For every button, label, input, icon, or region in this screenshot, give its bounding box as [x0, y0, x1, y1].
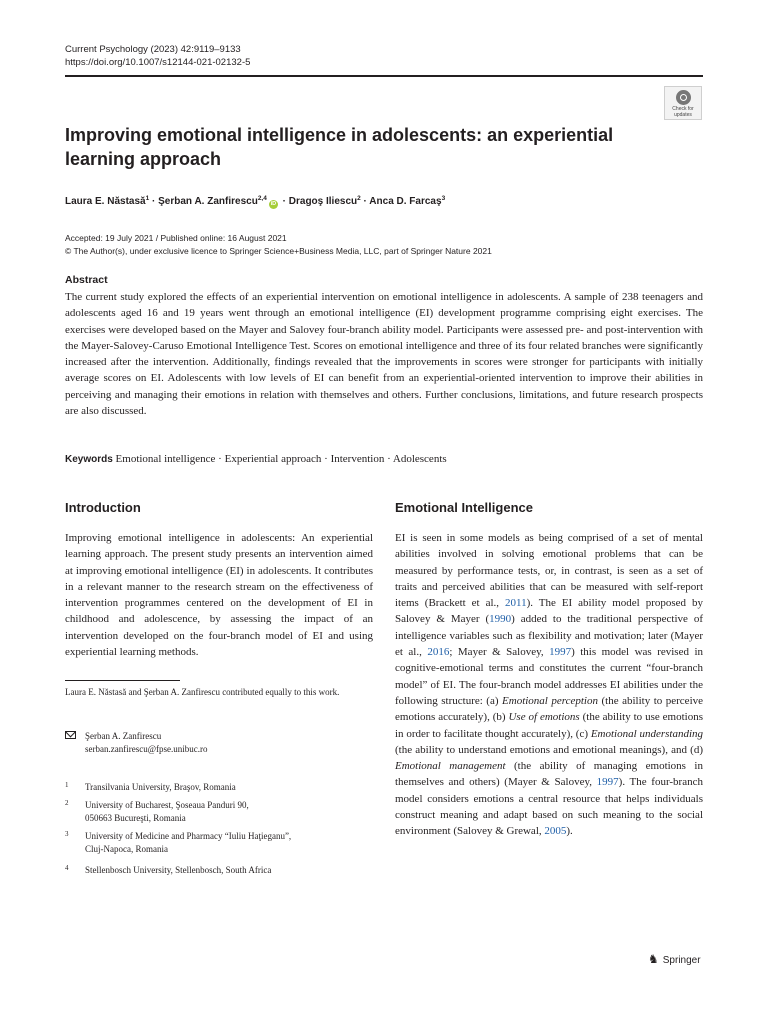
- citation-link[interactable]: 2016: [427, 646, 450, 659]
- author-separator: ·: [152, 196, 156, 207]
- author-name[interactable]: Şerban A. Zanfirescu: [158, 196, 258, 207]
- author-name[interactable]: Anca D. Farcaş: [369, 196, 442, 207]
- emotional-intelligence-text: EI is seen in some models as being comprised of a set of mental abilities involved in solving emotional problems that can be measured by performance tests, or, in contrast, is seen as a set of traits and perceived abilities that can be measured with self-report items (Brackett et al., 2011). The EI ability model proposed by Salovey & Mayer (1990) added to the traditional perspective of intelligence variables such as flexibility and motivation; later (Mayer et al., 2016; Mayer & Salovey, 1997) this model was revised in cognitive-emotional terms and constitutes the current “four-branch model” of EI. The four-branch model addresses EI abilities under the following structure: (a) Emotional perception (the ability to perceive emotions accurately), (b) Use of emotions (the ability to use emotions in order to facilitate thought accurately), (c) Emotional understanding (the ability to understand emotions and emotional meanings), and (d) Emotional management (the ability of managing emotions in themselves and others) (Mayer & Salovey, 1997). The four-branch model considers emotions a central resource that helps individuals construct meaning and adapt based on such meaning to the social environment (Salovey & Grewal, 2005).: [395, 532, 704, 838]
- abstract-heading: Abstract: [65, 274, 108, 286]
- accepted-published-dates: Accepted: 19 July 2021 / Published online: 16 August 2021: [65, 233, 287, 243]
- author-list: [65, 192, 445, 209]
- keywords-label: Keywords: [65, 454, 113, 465]
- term-emotional-perception: Emotional perception: [502, 694, 598, 707]
- term-use-of-emotions: Use of emotions: [508, 711, 580, 724]
- contact-email[interactable]: serban.zanfirescu@fpse.unibuc.ro: [85, 744, 208, 754]
- citation-link[interactable]: 1990: [489, 613, 512, 626]
- envelope-icon: [65, 731, 76, 739]
- affiliation-line: University of Bucharest, Şoseaua Panduri 90,: [85, 800, 249, 810]
- publisher-logo: [648, 952, 701, 966]
- check-updates-label: Check for updates: [672, 106, 694, 118]
- affiliation-line: Cluj-Napoca, Romania: [85, 844, 168, 854]
- check-for-updates-badge[interactable]: [664, 86, 702, 120]
- author-affiliation-ref: 2: [357, 195, 361, 202]
- affiliation-number: 3: [65, 830, 69, 838]
- citation-link[interactable]: 1997: [596, 776, 619, 789]
- affiliation-number: 1: [65, 781, 69, 789]
- author-name[interactable]: Dragoş Iliescu: [288, 196, 358, 207]
- springer-horse-icon: ♞: [648, 952, 659, 966]
- journal-citation: Current Psychology (2023) 42:9119–9133: [65, 44, 241, 55]
- doi-link[interactable]: https://doi.org/10.1007/s12144-021-02132-5: [65, 57, 251, 68]
- affiliation-line: University of Medicine and Pharmacy “Iuliu Haţieganu”,: [85, 831, 292, 841]
- term-emotional-understanding: Emotional understanding: [590, 727, 703, 740]
- keywords: [65, 452, 447, 467]
- footnote-rule: [65, 680, 180, 681]
- journal-header: [65, 43, 250, 69]
- keywords-list: Emotional intelligence · Experiential approach · Intervention · Adolescents: [115, 453, 447, 465]
- term-emotional-management: Emotional management: [395, 760, 506, 773]
- affiliation-number: 4: [65, 864, 69, 872]
- abstract-text: The current study explored the effects of an experiential intervention on emotional intelligence in adolescents. A sample of 238 teenagers and adolescents aged 16 and 19 years went through an emotional intelligence (EI) development programme comprising eight exercises. The exercises were developed based on the Mayer and Salovey four-branch ability model. Participants were assessed pre- and post-intervention with the Mayer-Salovey-Caruso Emotional Intelligence Test. Scores on emotional intelligence and three of its four related branches were significantly increased after the intervention. Additionally, findings revealed that the improvements in scores were stronger for participants with initially average scores on EI. Adolescents with low levels of EI can benefit from an experiential-oriented intervention to improve their abilities in perceiving and managing their emotions in relation with themselves and others. Further conclusions, limitations, and future research prospects are also discussed.: [65, 291, 703, 418]
- affiliation-line: Stellenbosch University, Stellenbosch, South Africa: [85, 865, 272, 875]
- publication-dates: [65, 232, 492, 258]
- author-affiliation-ref: 3: [441, 195, 446, 202]
- citation-link[interactable]: 2011: [504, 597, 527, 610]
- author-affiliation-ref: 2,4: [257, 195, 267, 202]
- author-separator: ·: [363, 196, 367, 207]
- introduction-text: Improving emotional intelligence in adolescents: An experiential learning approach. The present study presents an intervention aimed at improving emotional intelligence (EI) in adolescents. It contributes in a relevant manner to the research stream on the effectiveness of intervention programmes centered on the development of EI in childhood and adolescence, by assessing the impact of an intervention developed on the four-branch model of EI and using experiential learning methods.: [65, 532, 373, 659]
- citation-link[interactable]: 1997: [549, 646, 572, 659]
- article-title: Improving emotional intelligence in adolescents: an experiential learning approach: [65, 125, 614, 169]
- author-affiliation-ref: 1: [145, 195, 150, 202]
- emotional-intelligence-heading: Emotional Intelligence: [395, 500, 533, 515]
- header-rule: [65, 75, 703, 77]
- equal-contribution-note: Laura E. Năstasă and Şerban A. Zanfirescu contributed equally to this work.: [65, 687, 340, 697]
- introduction-heading: Introduction: [65, 500, 141, 515]
- check-updates-icon: [676, 90, 691, 105]
- publisher-name: Springer: [662, 955, 701, 966]
- author-name[interactable]: Laura E. Năstasă: [65, 196, 146, 207]
- affiliation-line: 050663 Bucureşti, Romania: [85, 813, 186, 823]
- affiliation-number: 2: [65, 799, 69, 807]
- citation-link[interactable]: 2005: [544, 825, 567, 838]
- author-separator: ·: [282, 196, 286, 207]
- copyright-notice: © The Author(s), under exclusive licence to Springer Science+Business Media, LLC, part of Springer Nature 2021: [65, 246, 492, 256]
- affiliation-line: Transilvania University, Braşov, Romania: [85, 782, 236, 792]
- contact-name: Şerban A. Zanfirescu: [85, 731, 162, 741]
- orcid-icon[interactable]: iD: [270, 201, 277, 207]
